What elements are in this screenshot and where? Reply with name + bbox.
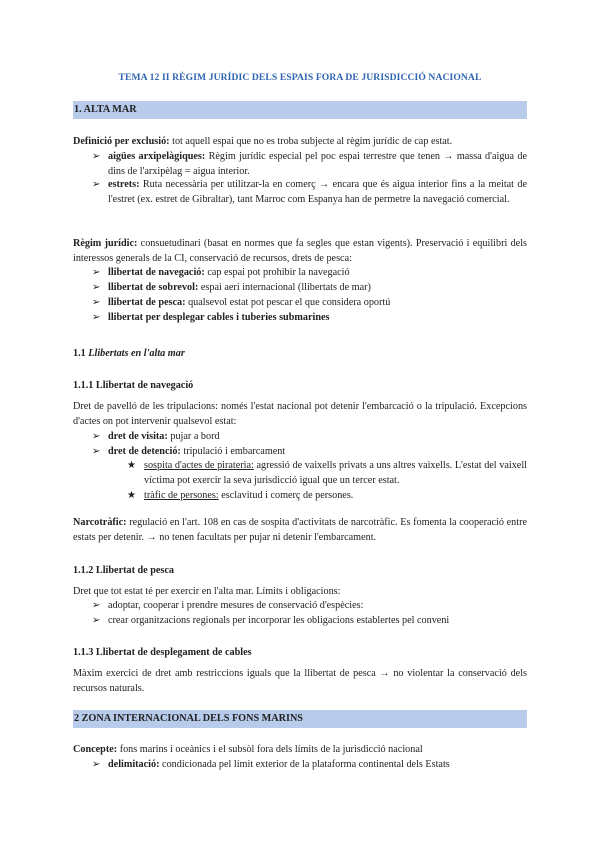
subsection-number: 1.1 [73,348,89,359]
bullet-adoptar-cooperar [92,598,527,613]
regim-label: Règim jurídic: [73,238,138,249]
bullet-text: condicionada pel límit exterior de la plataforma continental dels Estats [159,759,450,770]
star-item-trafic [127,488,527,503]
definition-paragraph [73,134,527,149]
arrow-bullet-icon: ➢ [92,297,101,308]
bullet-llibertat-navegacio [92,265,527,280]
star-bullet-icon: ★ [127,460,137,471]
arrow-bullet-icon: ➢ [92,179,101,190]
bullet-estrets [92,177,527,207]
bullet-delimitacio [92,757,527,772]
bullet-text: pujar a bord [167,431,220,442]
subsection-title: Llibertats en l'alta mar [88,348,185,359]
subsection-heading-1-1-1: 1.1.1 Llibertat de navegació [73,380,194,391]
bullet-label: dret de detenció: [108,446,181,457]
bullet-aigues-arxipelagiques [92,149,527,179]
bullet-dret-visita [92,429,527,444]
bullet-label: delimitació: [108,759,160,770]
bullet-text: qualsevol estat pot pescar el que considera oportú [185,297,391,308]
bullet-label: llibertat per desplegar cables i tuberies submarines [108,312,330,323]
regim-text: consuetudinari (basat en normes que fa segles que estan vigents). Preservació i equilibri dels interessos generals de la CI, conservació de recursos, drets de pesca: [73,238,527,264]
bullet-llibertat-pesca [92,295,527,310]
bullet-text: adoptar, cooperar i prendre mesures de conservació d'espècies: [108,600,364,611]
star-item-pirateria [127,458,527,488]
subsection-heading-1-1 [73,346,185,361]
narcotrafic-text: regulació en l'art. 108 en cas de sospita d'activitats de narcotràfic. Es fomenta la cooperació entre estats per detenir. → no tenen facultats per pujar ni detenir l'embarcament. [73,517,527,543]
star-item-text: esclavitud i comerç de persones. [218,490,354,501]
concepte-text: fons marins i oceànics i el subsòl fora dels límits de la jurisdicció nacional [117,744,423,755]
bullet-label: estrets: [108,179,140,190]
bullet-label: llibertat de pesca: [108,297,186,308]
bullet-text: Ruta necessària per utilitzar-la en comerç → encara que és aigua interior fins a la meitat de l'estret (ex. estret de Gibraltar), tant Marroc com Espanya han de permetre la navegació comercial. [108,179,527,205]
concepte-paragraph [73,742,527,757]
llibertat-pesca-paragraph: Dret que tot estat té per exercir en l'alta mar. Límits i obligacions: [73,586,341,597]
section-heading-zona-internacional: 2 ZONA INTERNACIONAL DELS FONS MARINS [73,710,527,728]
arrow-bullet-icon: ➢ [92,431,101,442]
arrow-bullet-icon: ➢ [92,759,101,770]
bullet-text: crear organitzacions regionals per incorporar les obligacions establertes pel conveni [108,615,450,626]
subsection-heading-1-1-2: 1.1.2 Llibertat de pesca [73,565,175,576]
regim-juridic-paragraph [73,236,527,266]
arrow-bullet-icon: ➢ [92,267,101,278]
bullet-label: aigües arxipelàgiques: [108,151,206,162]
star-item-label: sospita d'actes de pirateria: [144,460,254,471]
subsection-heading-1-1-3: 1.1.3 Llibertat de desplegament de cables [73,647,252,658]
dret-pavello-paragraph: Dret de pavelló de les tripulacions: només l'estat nacional pot detenir l'embarcació o la tripulació. Excepcions d'actes on pot intervenir qualsevol estat: [73,401,527,427]
arrow-bullet-icon: ➢ [92,312,101,323]
star-item-label: tràfic de persones: [144,490,219,501]
arrow-bullet-icon: ➢ [92,446,101,457]
bullet-crear-organitzacions [92,613,527,628]
bullet-label: dret de visita: [108,431,168,442]
narcotrafic-paragraph [73,515,527,545]
arrow-bullet-icon: ➢ [92,282,101,293]
document-title: TEMA 12 II RÈGIM JURÍDIC DELS ESPAIS FORA DE JURISDICCIÓ NACIONAL [118,72,482,83]
section-heading-alta-mar: 1. ALTA MAR [73,101,527,119]
bullet-text: Règim jurídic especial pel poc espai terrestre que tenen → massa d'aigua de dins de l'arxipèlag = aigua interior. [108,151,527,177]
llibertat-cables-paragraph: Màxim exercici de dret amb restriccions iguals que la llibertat de pesca → no violentar la conservació dels recursos naturals. [73,668,527,694]
star-item-text: agressió de vaixells privats a uns altres vaixells. L'estat del vaixell víctima pot exercir la seva jurisdicció igual que un tercer estat. [144,460,527,486]
bullet-text: cap espai pot prohibir la navegació [204,267,350,278]
arrow-bullet-icon: ➢ [92,615,101,626]
bullet-label: llibertat de sobrevol: [108,282,199,293]
definition-label: Definició per exclusió: [73,136,170,147]
concepte-label: Concepte: [73,744,118,755]
bullet-text: tripulació i embarcament [180,446,286,457]
bullet-dret-detencio [92,444,527,459]
bullet-llibertat-cables [92,310,527,325]
arrow-bullet-icon: ➢ [92,600,101,611]
bullet-label: llibertat de navegació: [108,267,205,278]
bullet-llibertat-sobrevol [92,280,527,295]
bullet-text: espai aeri internacional (llibertats de mar) [198,282,371,293]
arrow-bullet-icon: ➢ [92,151,101,162]
narcotrafic-label: Narcotràfic: [73,517,127,528]
definition-text: tot aquell espai que no es troba subjecte al règim jurídic de cap estat. [169,136,453,147]
star-bullet-icon: ★ [127,490,137,501]
